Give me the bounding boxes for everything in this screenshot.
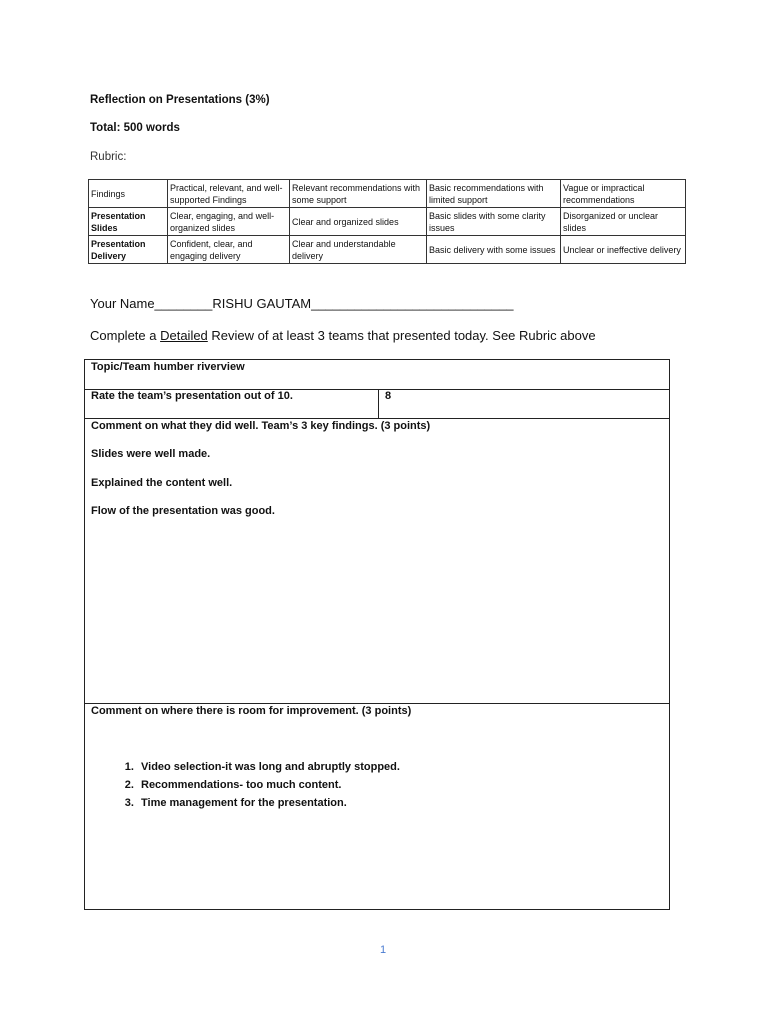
rating-value[interactable]: 8 [385,390,392,402]
row-divider [85,703,669,704]
topic-team-field[interactable]: Topic/Team humber riverview [91,361,245,373]
improvement-text: Time management for the presentation. [141,797,347,809]
rubric-cell: Basic recommendations with limited support [427,180,561,208]
did-well-heading: Comment on what they did well. Team’s 3 key findings. (3 points) [91,420,431,432]
rubric-cell: Clear, engaging, and well-organized slides [168,208,290,236]
rubric-row-delivery [89,236,686,264]
improvement-text: Video selection-it was long and abruptly stopped. [141,761,400,773]
row-divider [85,418,669,419]
instruction-prefix: Complete a [90,328,161,343]
rubric-cell: Disorganized or unclear slides [561,208,686,236]
rate-label: Rate the team’s presentation out of 10. [91,390,293,402]
rubric-cell: Vague or impractical recommendations [561,180,686,208]
improvement-list [115,758,400,812]
improvement-text: Recommendations- too much content. [141,779,342,791]
instruction-suffix: Review of at least 3 teams that presented today. See Rubric above [207,328,596,343]
improvement-item[interactable] [137,758,400,776]
rubric-row-findings [89,180,686,208]
improvement-item[interactable] [137,794,400,812]
rubric-cell: Practical, relevant, and well-supported Findings [168,180,290,208]
rubric-cell: Basic slides with some clarity issues [427,208,561,236]
did-well-point[interactable]: Flow of the presentation was good. [91,505,275,517]
rubric-cell: Confident, clear, and engaging delivery [168,236,290,264]
instruction-underlined: Detailed [160,328,208,343]
improvement-heading: Comment on where there is room for improvement. (3 points) [91,705,412,717]
rubric-cell: Relevant recommendations with some support [290,180,427,208]
rubric-label: Rubric: [90,151,127,163]
rubric-row-slides [89,208,686,236]
rubric-cell: Clear and organized slides [290,208,427,236]
rubric-cell: Unclear or ineffective delivery [561,236,686,264]
did-well-point[interactable]: Explained the content well. [91,477,233,489]
column-divider [378,389,379,418]
review-instruction [90,328,596,343]
document-title: Reflection on Presentations (3%) [90,94,270,106]
rubric-criterion: Presentation Slides [89,208,168,236]
did-well-point[interactable]: Slides were well made. [91,448,211,460]
rubric-criterion: Presentation Delivery [89,236,168,264]
improvement-item[interactable] [137,776,400,794]
review-form [84,359,670,910]
rubric-cell: Clear and understandable delivery [290,236,427,264]
rubric-criterion: Findings [89,180,168,208]
student-name-line: Your Name________RISHU GAUTAM____________________________ [90,296,514,311]
word-count-total: Total: 500 words [90,122,180,134]
rubric-cell: Basic delivery with some issues [427,236,561,264]
rubric-table [88,179,686,264]
page-number: 1 [380,944,387,956]
